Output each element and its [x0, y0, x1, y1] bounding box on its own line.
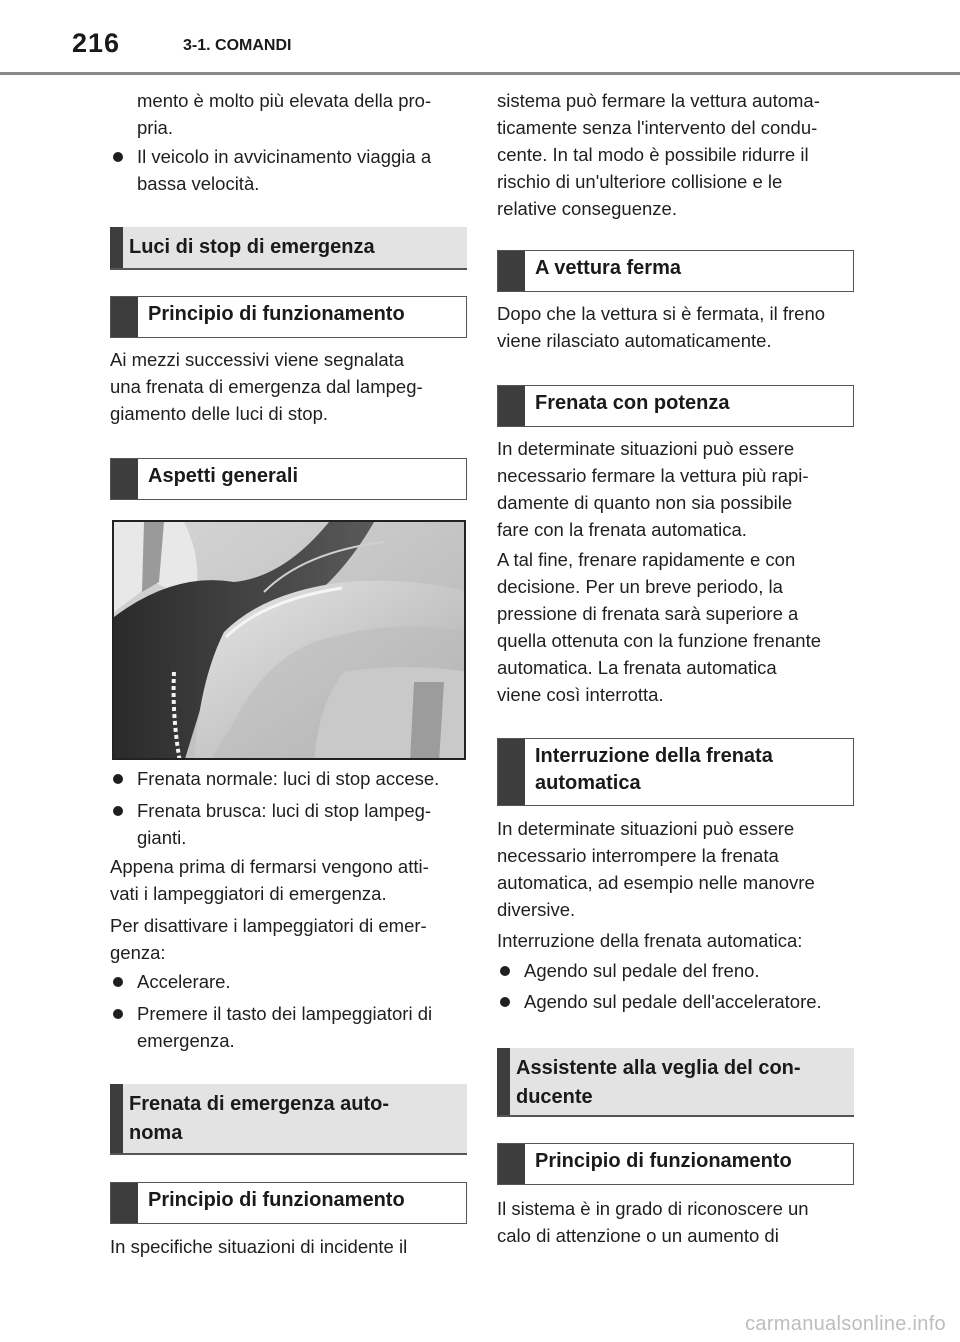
subheading-bar	[498, 1144, 525, 1184]
section-title: 3-1. COMANDI	[183, 37, 292, 54]
bullet-item: Il veicolo in avvicinamento viaggia a bassa velocità.	[110, 143, 431, 197]
paragraph: In determinate situazioni può essere necessario fermare la vettura più rapi- damente di quanto non sia possibile fare con la frenata automatica.	[497, 438, 809, 540]
page-number: 216	[72, 28, 121, 58]
paragraph-continuation: mento è molto più elevata della pro- pria.	[137, 90, 432, 138]
heading-bar	[110, 1084, 123, 1153]
subheading-text: Frenata con potenza	[535, 392, 730, 414]
bullet-item: Accelerare.	[110, 968, 231, 995]
header-divider	[0, 72, 960, 75]
paragraph: Dopo che la vettura si è fermata, il freno viene rilasciato automaticamente.	[497, 303, 826, 351]
bullet-item: Frenata normale: luci di stop accese.	[110, 765, 439, 792]
subheading-principio-funzionamento	[110, 296, 467, 338]
subheading-principio-funzionamento	[497, 1143, 854, 1185]
brake-light-illustration	[112, 520, 466, 760]
subheading-bar	[498, 386, 525, 426]
car-rear-light-drawing	[114, 522, 466, 760]
subheading-interruzione-frenata-automatica	[497, 738, 854, 806]
subheading-bar	[498, 739, 525, 805]
heading-text: Frenata di emergenza auto- noma	[129, 1093, 390, 1144]
paragraph: Per disattivare i lampeggiatori di emer- genza:	[110, 915, 427, 963]
subheading-frenata-con-potenza	[497, 385, 854, 427]
subheading-text: Interruzione della frenata automatica	[535, 745, 773, 794]
paragraph: Appena prima di fermarsi vengono atti- vati i lampeggiatori di emergenza.	[110, 856, 429, 904]
paragraph: Interruzione della frenata automatica:	[497, 930, 803, 951]
heading-frenata-emergenza-autonoma	[110, 1084, 467, 1155]
heading-bar	[110, 227, 123, 268]
paragraph: Il sistema è in grado di riconoscere un calo di attenzione o un aumento di	[497, 1198, 809, 1246]
subheading-text: Principio di funzionamento	[148, 1189, 405, 1211]
watermark: carmanualsonline.info	[745, 1313, 946, 1335]
bullet-item: Agendo sul pedale dell'acceleratore.	[497, 988, 822, 1015]
heading-text: Luci di stop di emergenza	[129, 236, 375, 258]
paragraph: In determinate situazioni può essere necessario interrompere la frenata automatica, ad esempio nelle manovre diversive.	[497, 818, 815, 920]
subheading-bar	[111, 1183, 138, 1223]
subheading-aspetti-generali	[110, 458, 467, 500]
bullet-item: Premere il tasto dei lampeggiatori di emergenza.	[110, 1000, 432, 1054]
subheading-principio-funzionamento	[110, 1182, 467, 1224]
paragraph: Ai mezzi successivi viene segnalata una frenata di emergenza dal lampeg- giamento delle luci di stop.	[110, 349, 423, 424]
heading-assistente-veglia-conducente	[497, 1048, 854, 1117]
heading-bar	[497, 1048, 510, 1115]
bullet-item: Agendo sul pedale del freno.	[497, 957, 760, 984]
subheading-a-vettura-ferma	[497, 250, 854, 292]
paragraph: In specifiche situazioni di incidente il	[110, 1236, 408, 1257]
heading-luci-stop-emergenza	[110, 227, 467, 270]
paragraph: sistema può fermare la vettura automa- ticamente senza l'intervento del condu- cente. In tal modo è possibile ridurre il rischio di un'ulteriore collisione e le relative conseguenze.	[497, 90, 820, 219]
subheading-bar	[498, 251, 525, 291]
subheading-bar	[111, 297, 138, 337]
page-header	[0, 0, 960, 80]
subheading-text: Principio di funzionamento	[148, 303, 405, 325]
subheading-text: Principio di funzionamento	[535, 1150, 792, 1172]
subheading-bar	[111, 459, 138, 499]
bullet-item: Frenata brusca: luci di stop lampeg- gianti.	[110, 797, 431, 851]
subheading-text: A vettura ferma	[535, 257, 681, 279]
heading-text: Assistente alla veglia del con- ducente	[516, 1057, 801, 1108]
paragraph: A tal fine, frenare rapidamente e con decisione. Per un breve periodo, la pressione di frenata sarà superiore a quella ottenuta con la funzione frenante automatica. La frenata automatica viene così interrotta.	[497, 549, 821, 705]
subheading-text: Aspetti generali	[148, 465, 299, 487]
